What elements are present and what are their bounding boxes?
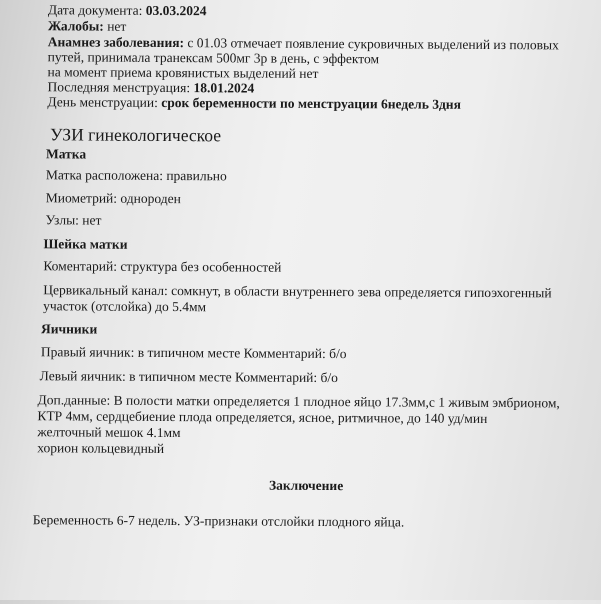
anamnesis-label: Анамнез заболевания: [47, 34, 185, 51]
cycle-day-label: День менструации: [47, 94, 162, 110]
uterus-nodes: Узлы: нет [45, 212, 102, 228]
cervical-canal-line-1: Цервикальный канал: сомкнут, в области внутреннего зева определяется гипоэхогенный [43, 282, 552, 301]
cervix-comment: Коментарий: структура без особенностей [43, 258, 282, 275]
last-period-value: 18.01.2024 [193, 80, 255, 96]
cervical-canal-line-2: участок (отслойка) до 5.4мм [43, 298, 207, 315]
anamnesis-line-3: на момент приема кровянистых выделений нет [47, 64, 319, 81]
document-date-label: Дата документа: [47, 2, 146, 18]
additional-data-line-2: КТР 4мм, сердцебиение плода определяется, ясное, ритмичное, до 140 уд/мин [37, 408, 488, 426]
cycle-day [47, 94, 461, 113]
additional-data-line-1: Доп.данные: В полости матки определяется 1 плодное яйцо 17.3мм,с 1 живым эмбрионом, [37, 392, 560, 411]
additional-data-line-3: желточный мешок 4.1мм [37, 424, 181, 441]
anamnesis-line-2: путей, принимала транексам 500мг 3р в день, с эффектом [47, 49, 380, 67]
complaints-value: нет [103, 18, 127, 34]
uzi-title: УЗИ гинекологическое [50, 124, 222, 146]
last-period-label: Последняя менструация: [47, 79, 194, 96]
left-ovary: Левый яичник: в типичном месте Комментарий: б/о [39, 368, 338, 386]
uterus-heading: Матка [46, 146, 87, 162]
complaints-label: Жалобы: [47, 18, 104, 34]
myometrium: Миометрий: однороден [45, 190, 181, 207]
document-date [48, 2, 207, 19]
ovaries-heading: Яичники [40, 321, 98, 337]
conclusion-text: Беременность 6-7 недель. УЗ-признаки отслойки плодного яйца. [32, 512, 405, 530]
anamnesis-text-1: с 01.03 отмечает появление сукровичных выделений из половых [184, 35, 559, 53]
complaints [48, 18, 127, 34]
document-date-value: 03.03.2024 [145, 2, 207, 19]
conclusion-heading: Заключение [268, 477, 344, 494]
cycle-day-value: срок беременности по менструации 6недель 3дня [161, 94, 461, 112]
additional-data-line-4: хорион кольцевидный [37, 440, 165, 457]
uterus-position: Матка расположена: правильно [45, 167, 227, 184]
right-ovary: Правый яичник: в типичном месте Комментарий: б/о [40, 344, 347, 362]
cervix-heading: Шейка матки [43, 236, 128, 252]
